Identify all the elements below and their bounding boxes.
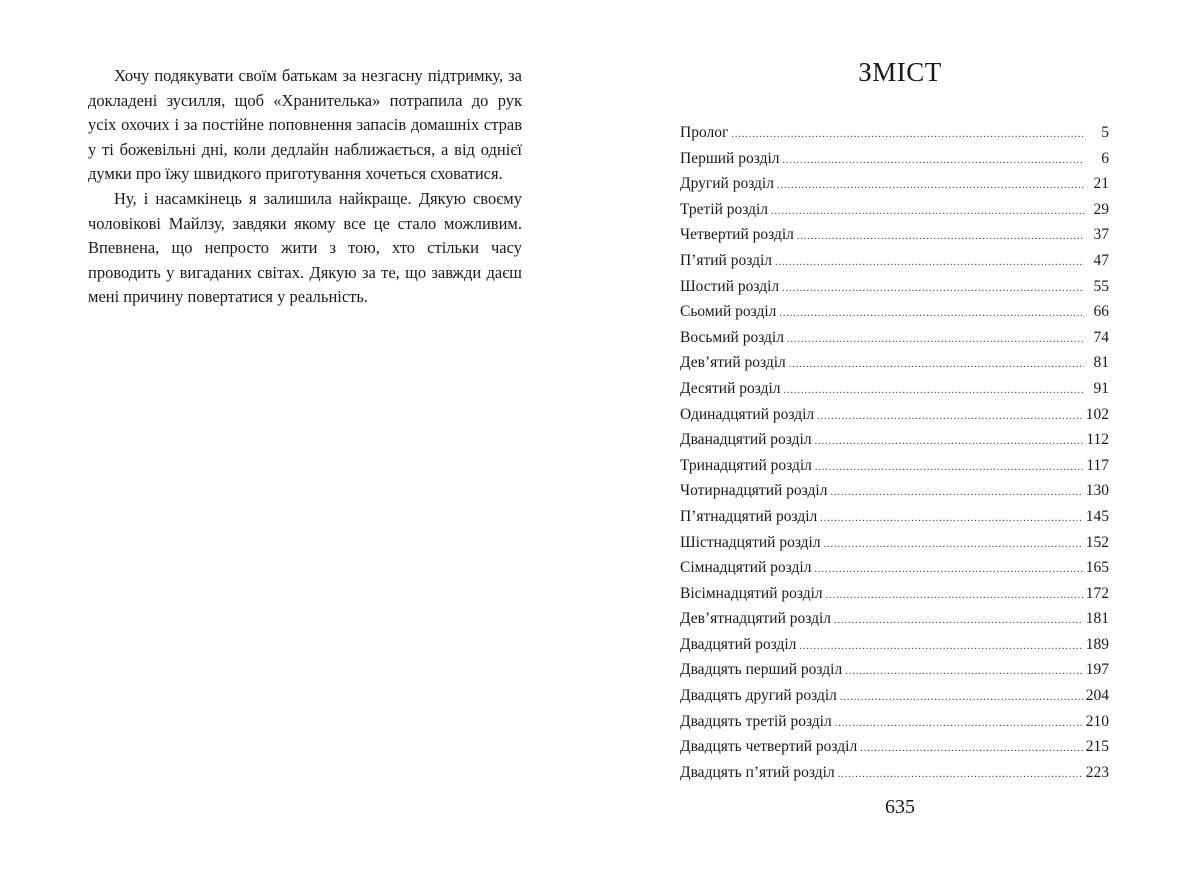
toc-dot-leader (771, 199, 1084, 225)
toc-dot-leader (777, 173, 1084, 199)
toc-entry-page: 215 (1085, 738, 1109, 756)
toc-entry (680, 376, 1109, 402)
toc-dot-leader (845, 659, 1083, 685)
toc-entry-page: 172 (1085, 584, 1109, 602)
toc-entry (680, 581, 1109, 607)
toc-entry-label: П’ятнадцятий розділ (680, 507, 818, 525)
toc-entry (680, 146, 1109, 172)
acknowledgements-paragraph: Хочу подякувати своїм батькам за незгасну підтримку, за докладені зусилля, щоб «Хранителька» потрапила до рук усіх охочих і за постійне поповнення запасів домашніх страв у ті божевільні дні, коли дедлайн наближається, а від однієї думки про їжу швидкого приготування хочеться сховатися. (88, 66, 522, 184)
toc-entry-label: Шістнадцятий розділ (680, 533, 821, 551)
toc-entry-label: Двадцятий розділ (680, 635, 797, 653)
toc-dot-leader (787, 327, 1084, 353)
toc-dot-leader (840, 685, 1083, 711)
toc-entry-page: 47 (1093, 251, 1109, 269)
toc-entry-label: Дев’ятнадцятий розділ (680, 610, 832, 628)
toc-dot-leader (834, 608, 1083, 634)
toc-dot-leader (775, 250, 1084, 276)
toc-entry-label: Сьомий розділ (680, 303, 777, 321)
toc-entry-label: Двадцять другий розділ (680, 687, 837, 705)
toc-entry (680, 709, 1109, 735)
toc-dot-leader (814, 557, 1082, 583)
toc-dot-leader (784, 378, 1084, 404)
toc-entry-label: Перший розділ (680, 149, 780, 167)
toc-entry-page: 210 (1085, 712, 1109, 730)
toc-dot-leader (830, 480, 1082, 506)
toc-entry-label: Восьмий розділ (680, 328, 784, 346)
toc-entry (680, 632, 1109, 658)
table-of-contents (680, 120, 1109, 785)
toc-entry-page: 66 (1093, 303, 1109, 321)
toc-entry-page: 91 (1093, 379, 1109, 397)
toc-dot-leader (838, 762, 1083, 788)
toc-entry (680, 530, 1109, 556)
right-page (600, 0, 1200, 873)
toc-entry-page: 165 (1085, 559, 1109, 577)
toc-dot-leader (820, 506, 1082, 532)
toc-entry (680, 555, 1109, 581)
toc-dot-leader (789, 352, 1084, 378)
toc-entry-label: Четвертий розділ (680, 226, 794, 244)
toc-entry (680, 350, 1109, 376)
toc-dot-leader (797, 224, 1084, 250)
toc-dot-leader (835, 711, 1083, 737)
toc-entry-label: Двадцять перший розділ (680, 661, 843, 679)
toc-entry-label: Десятий розділ (680, 379, 781, 397)
toc-entry (680, 197, 1109, 223)
toc-entry-label: Чотирнадцятий розділ (680, 482, 828, 500)
toc-entry (680, 325, 1109, 351)
toc-entry-label: Дванадцятий розділ (680, 431, 812, 449)
toc-entry-page: 145 (1085, 507, 1109, 525)
toc-entry-page: 55 (1093, 277, 1109, 295)
toc-entry-label: Одинадцятий розділ (680, 405, 815, 423)
toc-entry (680, 299, 1109, 325)
toc-entry-page: 29 (1093, 200, 1109, 218)
toc-entry (680, 657, 1109, 683)
toc-entry-label: Двадцять четвертий розділ (680, 738, 858, 756)
toc-entry-label: Двадцять третій розділ (680, 712, 832, 730)
toc-dot-leader (799, 634, 1082, 660)
toc-entry-page: 81 (1093, 354, 1109, 372)
toc-entry-page: 189 (1085, 635, 1109, 653)
toc-entry (680, 478, 1109, 504)
toc-entry-label: Двадцять п’ятий розділ (680, 763, 835, 781)
toc-entry-page: 130 (1085, 482, 1109, 500)
toc-entry-page: 102 (1085, 405, 1109, 423)
toc-entry (680, 683, 1109, 709)
toc-entry (680, 760, 1109, 786)
toc-dot-leader (731, 122, 1084, 148)
toc-entry-page: 223 (1085, 763, 1109, 781)
toc-entry-page: 21 (1093, 175, 1109, 193)
toc-entry (680, 120, 1109, 146)
toc-dot-leader (826, 583, 1083, 609)
toc-dot-leader (860, 736, 1083, 762)
toc-entry-page: 6 (1101, 149, 1109, 167)
toc-entry-label: Сімнадцятий розділ (680, 559, 812, 577)
toc-entry (680, 274, 1109, 300)
toc-entry-label: Пролог (680, 124, 729, 141)
toc-title: ЗМІСТ (858, 57, 942, 87)
toc-entry-page: 181 (1085, 610, 1109, 628)
toc-entry-label: Шостий розділ (680, 277, 780, 295)
toc-dot-leader (815, 455, 1083, 481)
toc-entry (680, 427, 1109, 453)
toc-entry-page: 112 (1086, 431, 1109, 449)
toc-entry (680, 222, 1109, 248)
toc-entry-page: 117 (1086, 456, 1109, 474)
toc-dot-leader (783, 148, 1085, 174)
page-number: 635 (885, 796, 915, 818)
toc-dot-leader (817, 404, 1083, 430)
toc-entry-page: 204 (1085, 687, 1109, 705)
toc-entry (680, 402, 1109, 428)
toc-entry-page: 74 (1093, 328, 1109, 346)
toc-entry-label: П’ятий розділ (680, 251, 772, 269)
toc-entry-label: Тринадцятий розділ (680, 456, 812, 474)
toc-entry-label: Третій розділ (680, 200, 769, 218)
toc-dot-leader (824, 532, 1083, 558)
toc-entry (680, 453, 1109, 479)
toc-entry-page: 152 (1085, 533, 1109, 551)
toc-entry (680, 504, 1109, 530)
toc-entry-label: Вісімнадцятий розділ (680, 584, 823, 602)
toc-entry-label: Другий розділ (680, 175, 774, 193)
toc-entry-page: 5 (1101, 124, 1109, 141)
acknowledgements-text (88, 64, 522, 310)
toc-entry (680, 248, 1109, 274)
toc-entry-label: Дев’ятий розділ (680, 354, 786, 372)
toc-entry (680, 606, 1109, 632)
toc-entry-page: 197 (1085, 661, 1109, 679)
toc-entry-page: 37 (1093, 226, 1109, 244)
toc-dot-leader (815, 429, 1084, 455)
toc-entry (680, 734, 1109, 760)
toc-dot-leader (779, 301, 1084, 327)
acknowledgements-paragraph: Ну, і насамкінець я залишила найкраще. Дякую своєму чоловікові Майлзу, завдяки якому все це стало можливим. Впевнена, що непросто жити з тою, хто стільки часу проводить у вигаданих світах. Дякую за те, що завжди даєш мені причину повертатися у реальність. (88, 188, 522, 307)
toc-entry (680, 171, 1109, 197)
toc-dot-leader (782, 276, 1084, 302)
